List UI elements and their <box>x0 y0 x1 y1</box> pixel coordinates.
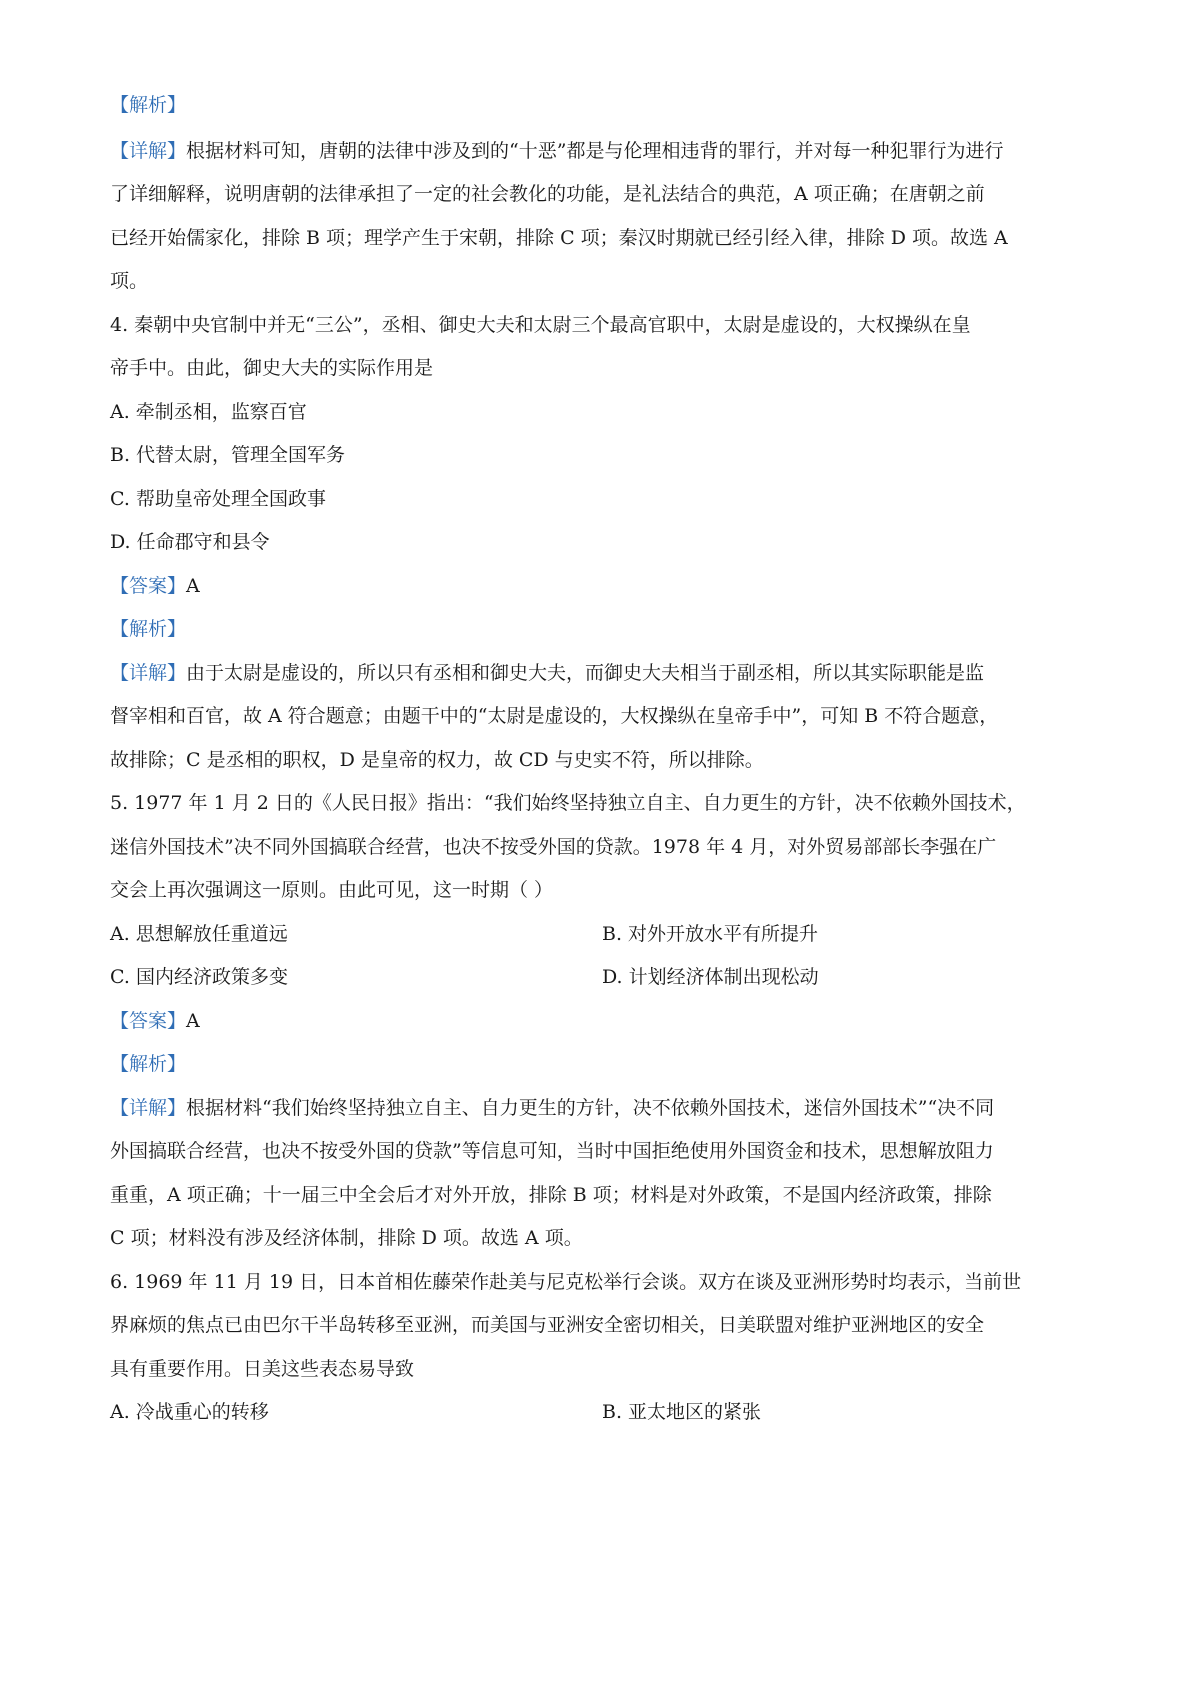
detail-line: 【详解】根据材料可知，唐朝的法律中涉及到的“十恶”都是与伦理相违背的罪行，并对每一种犯罪行为进行 <box>110 140 1004 162</box>
detail-line: 了详细解释，说明唐朝的法律承担了一定的社会教化的功能，是礼法结合的典范，A 项正确；在唐朝之前 <box>110 183 985 205</box>
detail-line: 【详解】由于太尉是虚设的，所以只有丞相和御史大夫，而御史大夫相当于副丞相，所以其实际职能是监 <box>110 662 985 684</box>
detail-line: C 项；材料没有涉及经济体制，排除 D 项。故选 A 项。 <box>110 1227 583 1249</box>
option-d: D. 任命郡守和县令 <box>110 531 270 553</box>
question-stem: 6. 1969 年 11 月 19 日，日本首相佐藤荣作赴美与尼克松举行会谈。双方在谈及亚洲形势时均表示，当前世 <box>110 1271 1022 1293</box>
option-c: C. 帮助皇帝处理全国政事 <box>110 488 326 510</box>
detail-line: 重重，A 项正确；十一届三中全会后才对外开放，排除 B 项；材料是对外政策，不是国内经济政策，排除 <box>110 1184 992 1206</box>
question-stem: 帝手中。由此，御史大夫的实际作用是 <box>110 357 434 379</box>
detail-line: 故排除；C 是丞相的职权，D 是皇帝的权力，故 CD 与史实不符，所以排除。 <box>110 749 764 771</box>
option-c: C. 国内经济政策多变 <box>110 966 288 988</box>
detail-line: 已经开始儒家化，排除 B 项；理学产生于宋朝，排除 C 项；秦汉时期就已经引经入律，排除 D 项。故选 A <box>110 227 1008 249</box>
question-stem: 5. 1977 年 1 月 2 日的《人民日报》指出：“我们始终坚持独立自主、自力更生的方针，决不依赖外国技术， <box>110 792 1026 814</box>
answer-line: 【答案】A <box>110 1010 200 1032</box>
option-a: A. 牵制丞相，监察百官 <box>110 401 307 423</box>
question-stem: 界麻烦的焦点已由巴尔干半岛转移至亚洲，而美国与亚洲安全密切相关，日美联盟对维护亚洲地区的安全 <box>110 1314 985 1336</box>
question-stem: 具有重要作用。日美这些表态易导致 <box>110 1358 415 1380</box>
question-stem: 交会上再次强调这一原则。由此可见，这一时期（ ） <box>110 879 554 901</box>
option-d: D. 计划经济体制出现松动 <box>602 966 819 988</box>
detail-line: 外国搞联合经营，也决不按受外国的贷款”等信息可知，当时中国拒绝使用外国资金和技术，思想解放阻力 <box>110 1140 994 1162</box>
option-a: A. 冷战重心的转移 <box>110 1401 269 1423</box>
option-a: A. 思想解放任重道远 <box>110 923 288 945</box>
detail-line: 【详解】根据材料“我们始终坚持独立自主、自力更生的方针，决不依赖外国技术，迷信外国技术”“决不同 <box>110 1097 995 1119</box>
answer-line: 【答案】A <box>110 575 200 597</box>
analysis-tag: 【解析】 <box>110 618 187 640</box>
detail-line: 督宰相和百官，故 A 符合题意；由题干中的“太尉是虚设的，大权操纵在皇帝手中”，可知 B 不符合题意， <box>110 705 999 727</box>
option-b: B. 代替太尉，管理全国军务 <box>110 444 346 466</box>
detail-line: 项。 <box>110 270 149 292</box>
analysis-tag: 【解析】 <box>110 94 187 116</box>
analysis-tag: 【解析】 <box>110 1053 187 1075</box>
option-b: B. 对外开放水平有所提升 <box>602 923 819 945</box>
option-b: B. 亚太地区的紧张 <box>602 1401 762 1423</box>
question-stem: 4. 秦朝中央官制中并无“三公”，丞相、御史大夫和太尉三个最高官职中，太尉是虚设的，大权操纵在皇 <box>110 314 971 336</box>
question-stem: 迷信外国技术”决不同外国搞联合经营，也决不按受外国的贷款。1978 年 4 月，对外贸易部部长李强在广 <box>110 836 997 858</box>
